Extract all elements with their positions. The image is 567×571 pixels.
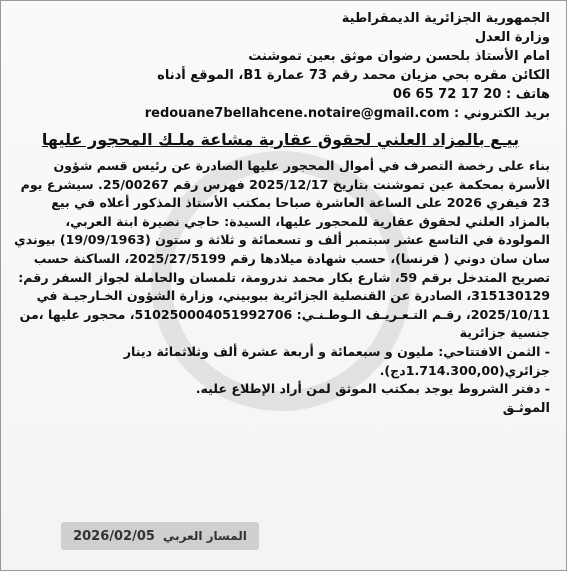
header-email-line (11, 104, 550, 123)
email-address[interactable]: redouane7bellahcene.notaire@gmail.com (144, 106, 450, 121)
stamp-newspaper-name: المسار العربي (162, 529, 247, 543)
email-label: بريد الكتروني : (453, 106, 550, 121)
header-notary: امام الأستاذ بلحسن رضوان موثق بعين تموشنت (248, 49, 550, 64)
body-paragraph-price: - الثمن الافتتاحي: مليون و سبعمائة و أربعة عشرة ألف وثلاثمائة دينار جزائري(1.714.300,00دج). (123, 343, 550, 378)
header-phone-line (11, 85, 550, 104)
notice-content (11, 9, 550, 416)
phone-label: هاتف : (506, 87, 550, 102)
newspaper-stamp (61, 522, 259, 550)
phone-number: 06 65 72 17 20 (392, 87, 502, 102)
notice-body (11, 157, 550, 399)
body-paragraph-main: بناء على رخصة التصرف في أموال المحجور عليها الصادرة عن رئيس قسم شؤون الأسرة بمحكمة عين تموشنت بتاريخ 2025/12/17 فهرس رقم 25/00267. سيشرع يوم 23 فيفري 2026 على الساعة العاشرة صباحا بمكتب الأستاذ المذكور أعلاه في بيع بالمزاد العلني لحقوق عقارية للمحجور عليها، السيدة: حاجي نصيرة ابنة العربي، المولودة في التاسع عشر سبتمبر ألف و تسعمائة و ثلاثة و ستون (19/09/1963) بيوندي سان سان دوني ( فرنسا)، حسب شهادة ميلادها رقم 2025/27/5199، الساكنة حسب تصريح المتدخل برقم 59، شارع بكار محمد ندرومة، تلمسان والحاملة لجواز السفر رقم: 315130129، الصادرة عن القنصلية الجزائرية ببوبيني، وزارة الشؤون الخـارجيـة في 2025/10/11، رقـم التـعـريـف الـوطـنـي: 510250004051992706، محجور عليها ،من جنسية جزائرية (14, 158, 550, 341)
notice-title: بيـع بالمزاد العلني لحقوق عقارية مشاعة ملـك المحجور عليها (41, 130, 520, 149)
header-republic: الجمهورية الجزائرية الديمقراطية (341, 11, 550, 26)
body-paragraph-conditions: - دفتر الشروط يوجد بمكتب الموثق لمن أراد الإطلاع عليه. (195, 381, 550, 397)
header-address: الكائن مقره بحي مزيان محمد رقم 73 عمارة B1، الموقع أدناه (157, 68, 550, 83)
header-ministry: وزارة العدل (474, 30, 550, 45)
signature-label: الموثـق (502, 400, 550, 416)
stamp-date: 2026/02/05 (73, 528, 155, 544)
